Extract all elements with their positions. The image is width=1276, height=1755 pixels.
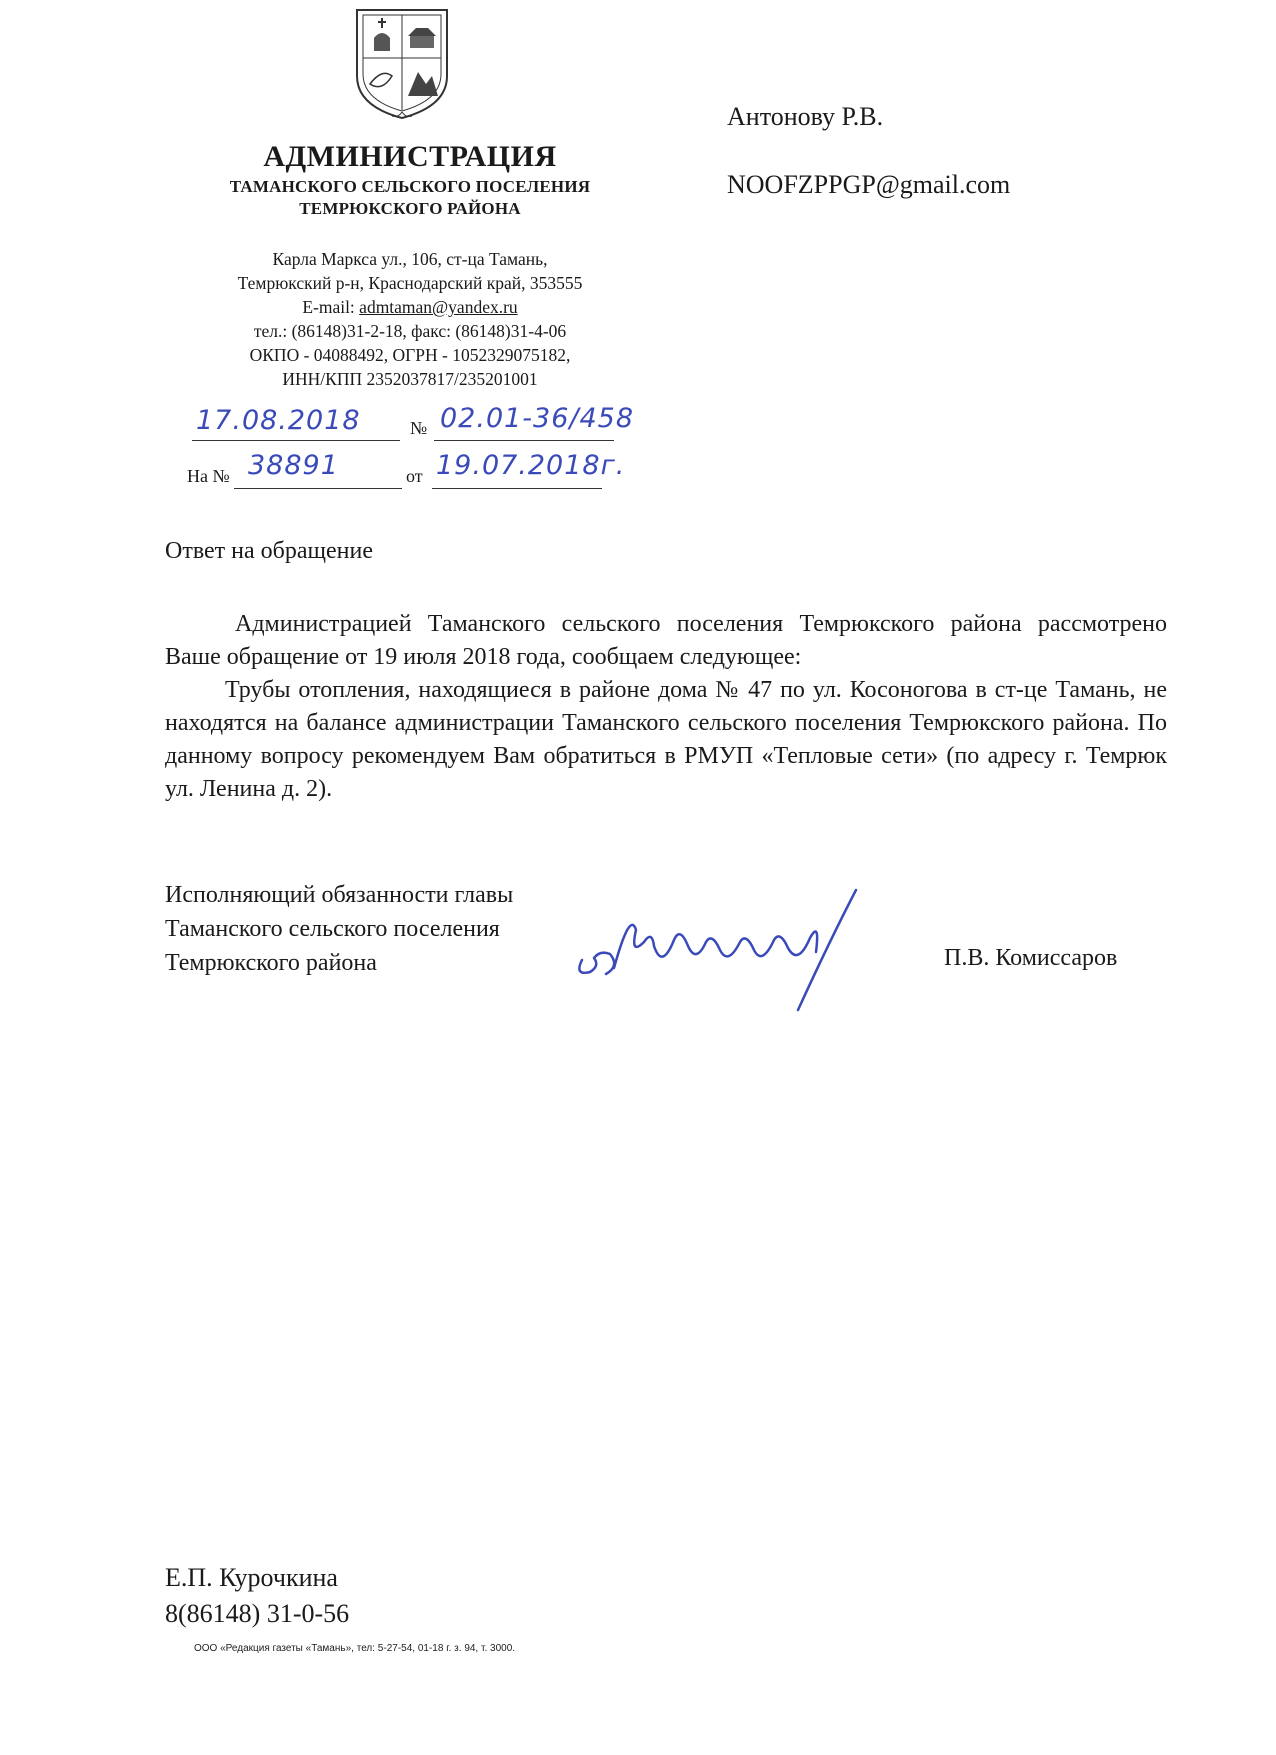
phone-line: тел.: (86148)31-2-18, факс: (86148)31-4-06 [253, 321, 567, 341]
inn-kpp-line: ИНН/КПП 2352037817/235201001 [282, 369, 538, 389]
org-email-link[interactable]: admtaman@yandex.ru [359, 297, 518, 317]
signer-name: П.В. Комиссаров [944, 945, 1118, 971]
signatory-title-line-2: Таманского сельского поселения [165, 916, 500, 942]
signatory-title [165, 878, 513, 980]
number-label: № [410, 418, 428, 438]
email-label: E-mail: [302, 297, 360, 317]
org-subtitle: ТАМАНСКОГО СЕЛЬСКОГО ПОСЕЛЕНИЯ [229, 177, 591, 196]
signatory-title-line-1: Исполняющий обязанности главы [165, 882, 514, 908]
executor [165, 1560, 349, 1632]
reply-date: 19.07.2018г. [436, 450, 626, 481]
date-underline [192, 440, 400, 441]
outgoing-number: 02.01-36/458 [440, 403, 635, 434]
letter-paragraph-1: Администрацией Таманского сельского поселения Темрюкского района рассмотрено Ваше обращение от 19 июля 2018 года, сообщаем следующее: [165, 611, 1167, 670]
signatory-title-line-3: Темрюкского района [165, 950, 377, 976]
print-footer-note: ООО «Редакция газеты «Тамань», тел: 5-27-54, 01-18 г. з. 94, т. 3000. [194, 1643, 516, 1654]
address-line-2: Темрюкский р-н, Краснодарский край, 353555 [237, 273, 583, 293]
executor-name: Е.П. Курочкина [165, 1563, 338, 1592]
reply-date-underline [432, 488, 602, 489]
recipient-email: NOOFZPPGP@gmail.com [727, 170, 1011, 199]
outgoing-date: 17.08.2018 [196, 405, 361, 436]
address-line-1: Карла Маркса ул., 106, ст-ца Тамань, [272, 249, 548, 269]
letter-subject: Ответ на обращение [165, 538, 373, 564]
org-title: АДМИНИСТРАЦИЯ [263, 140, 557, 173]
coat-of-arms-icon [352, 6, 452, 120]
from-label: от [406, 466, 423, 486]
number-underline [434, 440, 614, 441]
letter-paragraph-2: Трубы отопления, находящиеся в районе дома № 47 по ул. Косоногова в ст-це Тамань, не находятся на балансе администрации Таманского сельского поселения Темрюкского района. По данному вопросу рекомендуем Вам обратиться в РМУП «Тепловые сети» (по адресу г. Темрюк ул. Ленина д. 2). [165, 677, 1167, 802]
reply-number: 38891 [248, 450, 339, 481]
reply-number-label: На № [187, 466, 230, 486]
signature-icon [570, 880, 890, 1015]
reply-number-underline [234, 488, 402, 489]
okpo-ogrn-line: ОКПО - 04088492, ОГРН - 1052329075182, [249, 345, 571, 365]
org-subtitle-district: ТЕМРЮКСКОГО РАЙОНА [299, 199, 521, 218]
recipient-name: Антонову Р.В. [727, 102, 884, 131]
executor-phone: 8(86148) 31-0-56 [165, 1599, 350, 1628]
email-line [170, 295, 650, 319]
